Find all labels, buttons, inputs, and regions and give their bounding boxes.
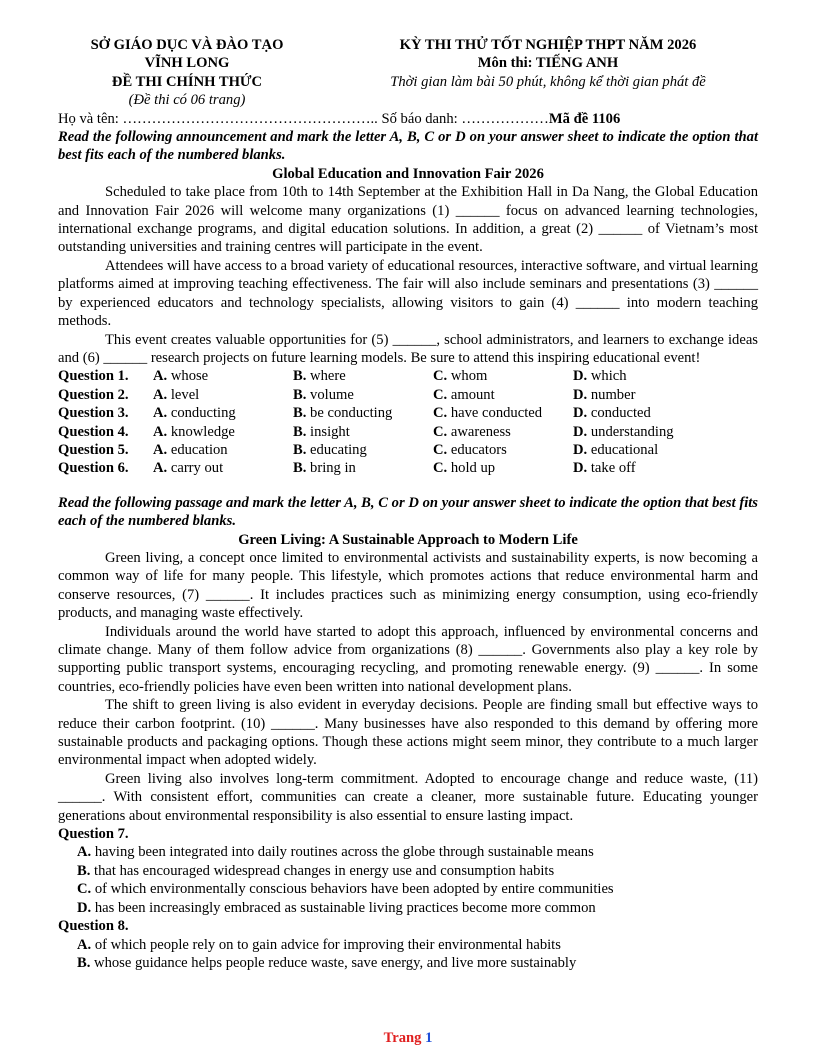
- option-d[interactable]: D. educational: [573, 441, 659, 458]
- question-row: [58, 441, 758, 459]
- option-c[interactable]: C. of which environmentally conscious behaviors have been adopted by entire communities: [77, 881, 614, 898]
- option-b[interactable]: B. educating: [293, 441, 367, 458]
- option-c[interactable]: C. have conducted: [433, 405, 543, 422]
- section1-paragraph: Scheduled to take place from 10th to 14th September at the Exhibition Hall in Da Nang, the Global Education and Innovation Fair 2026 will welcome many organizations (1) ______ focus on advanced learning technologies, international exchange programs, and digital education solutions. In addition, a great (2) ______ of Vietnam’s most outstanding universities and training centres will participate in the event.: [58, 184, 758, 256]
- time-limit: Thời gian làm bài 50 phút, không kể thời gian phát đề: [390, 73, 706, 90]
- province-name: VĨNH LONG: [144, 55, 230, 72]
- question-7: [58, 825, 758, 917]
- exam-title: KỲ THI THỬ TỐT NGHIỆP THPT NĂM 2026: [399, 37, 697, 53]
- page-footer: [0, 1029, 816, 1047]
- option-b[interactable]: B. volume: [293, 386, 354, 403]
- option-c[interactable]: C. educators: [433, 441, 507, 458]
- option-b[interactable]: B. bring in: [293, 460, 356, 477]
- option-c[interactable]: C. awareness: [433, 423, 511, 440]
- section2-instruction: Read the following passage and mark the letter A, B, C or D on your answer sheet to indicate the option that best fits each of the numbered blanks.: [58, 494, 758, 530]
- option-d[interactable]: D. take off: [573, 460, 636, 477]
- header-left: [58, 36, 316, 110]
- question-label: Question 3.: [58, 405, 129, 422]
- question-label: Question 5.: [58, 441, 129, 458]
- option-a[interactable]: A. knowledge: [153, 423, 235, 440]
- option-a[interactable]: A. level: [153, 386, 200, 403]
- section2-paragraph: Green living, a concept once limited to environmental activists and sustainability experts, is now becoming a common way of life for many people. This lifestyle, which promotes actions that reduce environmental harm and conserve resources, (7) ______. It includes practices such as minimizing energy consumption, using eco-friendly products, and managing waste effectively.: [58, 549, 758, 622]
- official-exam-label: ĐỀ THI CHÍNH THỨC: [111, 73, 263, 90]
- option-a[interactable]: A. conducting: [153, 405, 236, 422]
- option-c[interactable]: C. amount: [433, 386, 495, 403]
- option-d[interactable]: D. understanding: [573, 423, 674, 440]
- section2-paragraph: Individuals around the world have started to adopt this approach, influenced by environmental concerns and climate change. Many of them follow advice from organizations (8) ______. Governments also play a key role by supporting public transport systems, encouraging recycling, and promoting renewable energy. (9) ______. In some countries, eco-friendly policies have even been written into national development plans.: [58, 623, 758, 695]
- section2-paragraph: Green living also involves long-term commitment. Adopted to encourage change and reduce waste, (11) ______. With consistent effort, communities can create a cleaner, more sustainable future. Educating younger generations about environmental responsibility is also essential to ensure lasting impact.: [58, 770, 758, 824]
- name-and-id-fields: Họ và tên: …………………………………………….. Số báo danh: ………………: [58, 110, 549, 127]
- option-a[interactable]: A. having been integrated into daily routines across the globe through sustainable means: [77, 844, 594, 861]
- option-b[interactable]: B. insight: [293, 423, 350, 440]
- question-label: Question 8.: [58, 918, 129, 935]
- option-b[interactable]: B. whose guidance helps people reduce waste, save energy, and live more sustainably: [77, 954, 577, 971]
- exam-header: [58, 36, 758, 110]
- question-label: Question 7.: [58, 826, 129, 843]
- page-word: Trang: [383, 1030, 422, 1046]
- option-d[interactable]: D. number: [573, 386, 636, 403]
- option-d[interactable]: D. conducted: [573, 405, 651, 422]
- option-a[interactable]: A. carry out: [153, 460, 224, 477]
- option-c[interactable]: C. hold up: [433, 460, 496, 477]
- section1-instruction: Read the following announcement and mark the letter A, B, C or D on your answer sheet to indicate the option that best fits each of the numbered blanks.: [58, 129, 758, 164]
- question-row: [58, 423, 758, 441]
- exam-code: Mã đề 1106: [548, 110, 621, 127]
- question-row: [58, 404, 758, 422]
- question-label: Question 4.: [58, 423, 129, 440]
- option-b[interactable]: B. be conducting: [293, 405, 393, 422]
- section1-paragraph: Attendees will have access to a broad variety of educational resources, interactive software, and virtual learning platforms aimed at improving teaching effectiveness. The fair will also include seminars and presentations (3) ______ by experienced educators and technology specialists, allowing visitors to gain (4) ______ into modern teaching methods.: [58, 257, 758, 330]
- option-a[interactable]: A. of which people rely on to gain advice for improving their environmental habits: [77, 936, 561, 953]
- section1-title: Global Education and Innovation Fair 2026: [272, 165, 544, 182]
- section2-title: Green Living: A Sustainable Approach to Modern Life: [238, 531, 578, 548]
- header-right: [316, 36, 758, 110]
- section-spacer: [58, 478, 758, 494]
- subject-label: Môn thi: TIẾNG ANH: [477, 55, 619, 72]
- option-b[interactable]: B. where: [293, 368, 346, 385]
- section1-questions: [58, 367, 758, 477]
- exam-page: [58, 36, 758, 972]
- question-row: [58, 367, 758, 385]
- question-label: Question 6.: [58, 460, 129, 477]
- option-a[interactable]: A. whose: [153, 368, 209, 385]
- student-info-line: [58, 110, 758, 128]
- page-number: 1: [425, 1030, 433, 1046]
- question-row: [58, 386, 758, 404]
- option-c[interactable]: C. whom: [433, 368, 488, 385]
- question-label: Question 1.: [58, 368, 129, 385]
- section2-paragraph: The shift to green living is also evident in everyday decisions. People are finding small but effective ways to reduce their carbon footprint. (10) ______. Many businesses have also responded to this demand by offering more sustainable products and packaging options. Though these actions might seem minor, they contribute to a much larger environmental impact when adopted widely.: [58, 697, 758, 769]
- option-d[interactable]: D. which: [573, 368, 627, 385]
- question-label: Question 2.: [58, 386, 129, 403]
- page-count-note: (Đề thi có 06 trang): [128, 92, 246, 109]
- option-b[interactable]: B. that has encouraged widespread changes in energy use and consumption habits: [77, 862, 555, 879]
- option-d[interactable]: D. has been increasingly embraced as sustainable living practices become more common: [77, 899, 596, 916]
- section1-paragraph: This event creates valuable opportunities for (5) ______, school administrators, and learners to exchange ideas and (6) ______ research projects on future learning models. Be sure to attend this inspiring educational event!: [58, 331, 758, 366]
- department-name: SỞ GIÁO DỤC VÀ ĐÀO TẠO: [90, 37, 284, 53]
- question-row: [58, 459, 758, 477]
- option-a[interactable]: A. education: [153, 441, 228, 458]
- question-8: [58, 917, 758, 972]
